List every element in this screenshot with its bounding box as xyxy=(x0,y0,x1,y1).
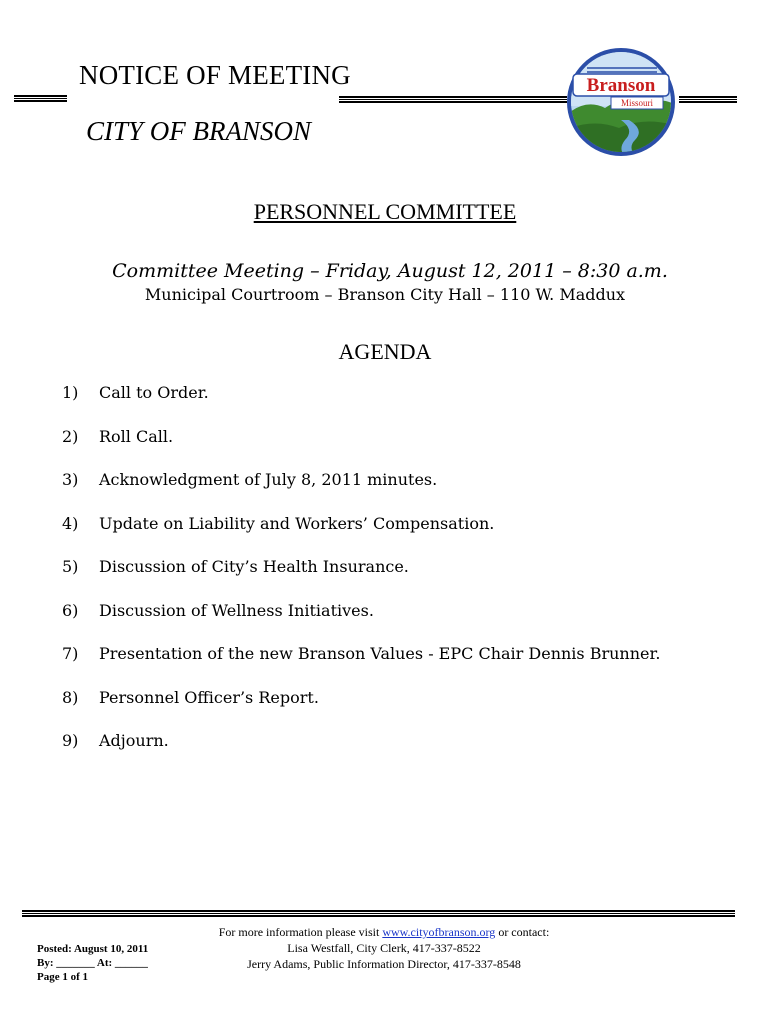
meeting-line: Committee Meeting – Friday, August 12, 2011 – 8:30 a.m. xyxy=(112,260,668,282)
committee-title: PERSONNEL COMMITTEE xyxy=(253,199,517,224)
city-title: CITY OF BRANSON xyxy=(86,116,312,146)
agenda-item-number: 2) xyxy=(62,426,79,446)
agenda-item-text: Personnel Officer’s Report. xyxy=(99,687,319,707)
posting-info xyxy=(37,942,148,984)
agenda-item-text: Discussion of Wellness Initiatives. xyxy=(99,600,374,620)
agenda-item-number: 8) xyxy=(62,687,79,707)
agenda-item-text: Discussion of City’s Health Insurance. xyxy=(99,557,409,576)
header-rule-right xyxy=(679,96,737,104)
header-rule-middle xyxy=(339,96,567,104)
posted-date: Posted: August 10, 2011 xyxy=(37,943,149,955)
agenda-item-text: Adjourn. xyxy=(99,731,169,750)
agenda-item-number: 1) xyxy=(62,383,79,402)
agenda-item xyxy=(62,601,660,645)
info-line xyxy=(160,924,608,940)
agenda-item-text: Acknowledgment of July 8, 2011 minutes. xyxy=(99,470,438,489)
agenda-item-text: Roll Call. xyxy=(99,426,174,446)
agenda-item xyxy=(62,383,660,427)
info-prefix: For more information please visit xyxy=(218,925,383,939)
footer-rule xyxy=(22,910,735,918)
agenda-item xyxy=(62,688,660,732)
logo-state: Missouri xyxy=(620,98,654,108)
agenda-list xyxy=(62,383,660,775)
notice-title: NOTICE OF MEETING xyxy=(79,60,351,90)
logo-wordmark: Branson xyxy=(586,75,656,96)
agenda-item-number: 4) xyxy=(62,513,79,533)
agenda-item-text: Call to Order. xyxy=(99,383,209,402)
contact-pio: Jerry Adams, Public Information Director, 417-337-8548 xyxy=(247,957,521,971)
agenda-item-number: 9) xyxy=(62,731,79,750)
agenda-item-text: Update on Liability and Workers’ Compensation. xyxy=(99,513,495,533)
agenda-title: AGENDA xyxy=(338,339,432,364)
branson-logo xyxy=(565,46,677,158)
agenda-item xyxy=(62,644,660,688)
contact-clerk: Lisa Westfall, City Clerk, 417-337-8522 xyxy=(287,941,481,955)
agenda-item xyxy=(62,470,660,514)
contact-info xyxy=(160,924,608,972)
agenda-item-number: 7) xyxy=(62,644,79,663)
info-suffix: or contact: xyxy=(495,925,550,939)
agenda-item xyxy=(62,731,660,775)
agenda-item-text: Presentation of the new Branson Values - EPC Chair Dennis Brunner. xyxy=(99,644,661,663)
page-count: Page 1 of 1 xyxy=(37,971,89,983)
agenda-item xyxy=(62,514,660,558)
agenda-item xyxy=(62,427,660,471)
header-rule-left xyxy=(14,95,67,103)
agenda-item-number: 6) xyxy=(62,600,79,620)
agenda-item-number: 5) xyxy=(62,557,79,576)
meeting-location: Municipal Courtroom – Branson City Hall – 110 W. Maddux xyxy=(144,285,626,304)
posted-by-at: By: _______ At: ______ xyxy=(37,957,148,969)
branson-logo-graphic xyxy=(565,46,677,158)
agenda-item-number: 3) xyxy=(62,470,79,489)
agenda-item xyxy=(62,557,660,601)
website-link[interactable]: www.cityofbranson.org xyxy=(382,925,496,939)
